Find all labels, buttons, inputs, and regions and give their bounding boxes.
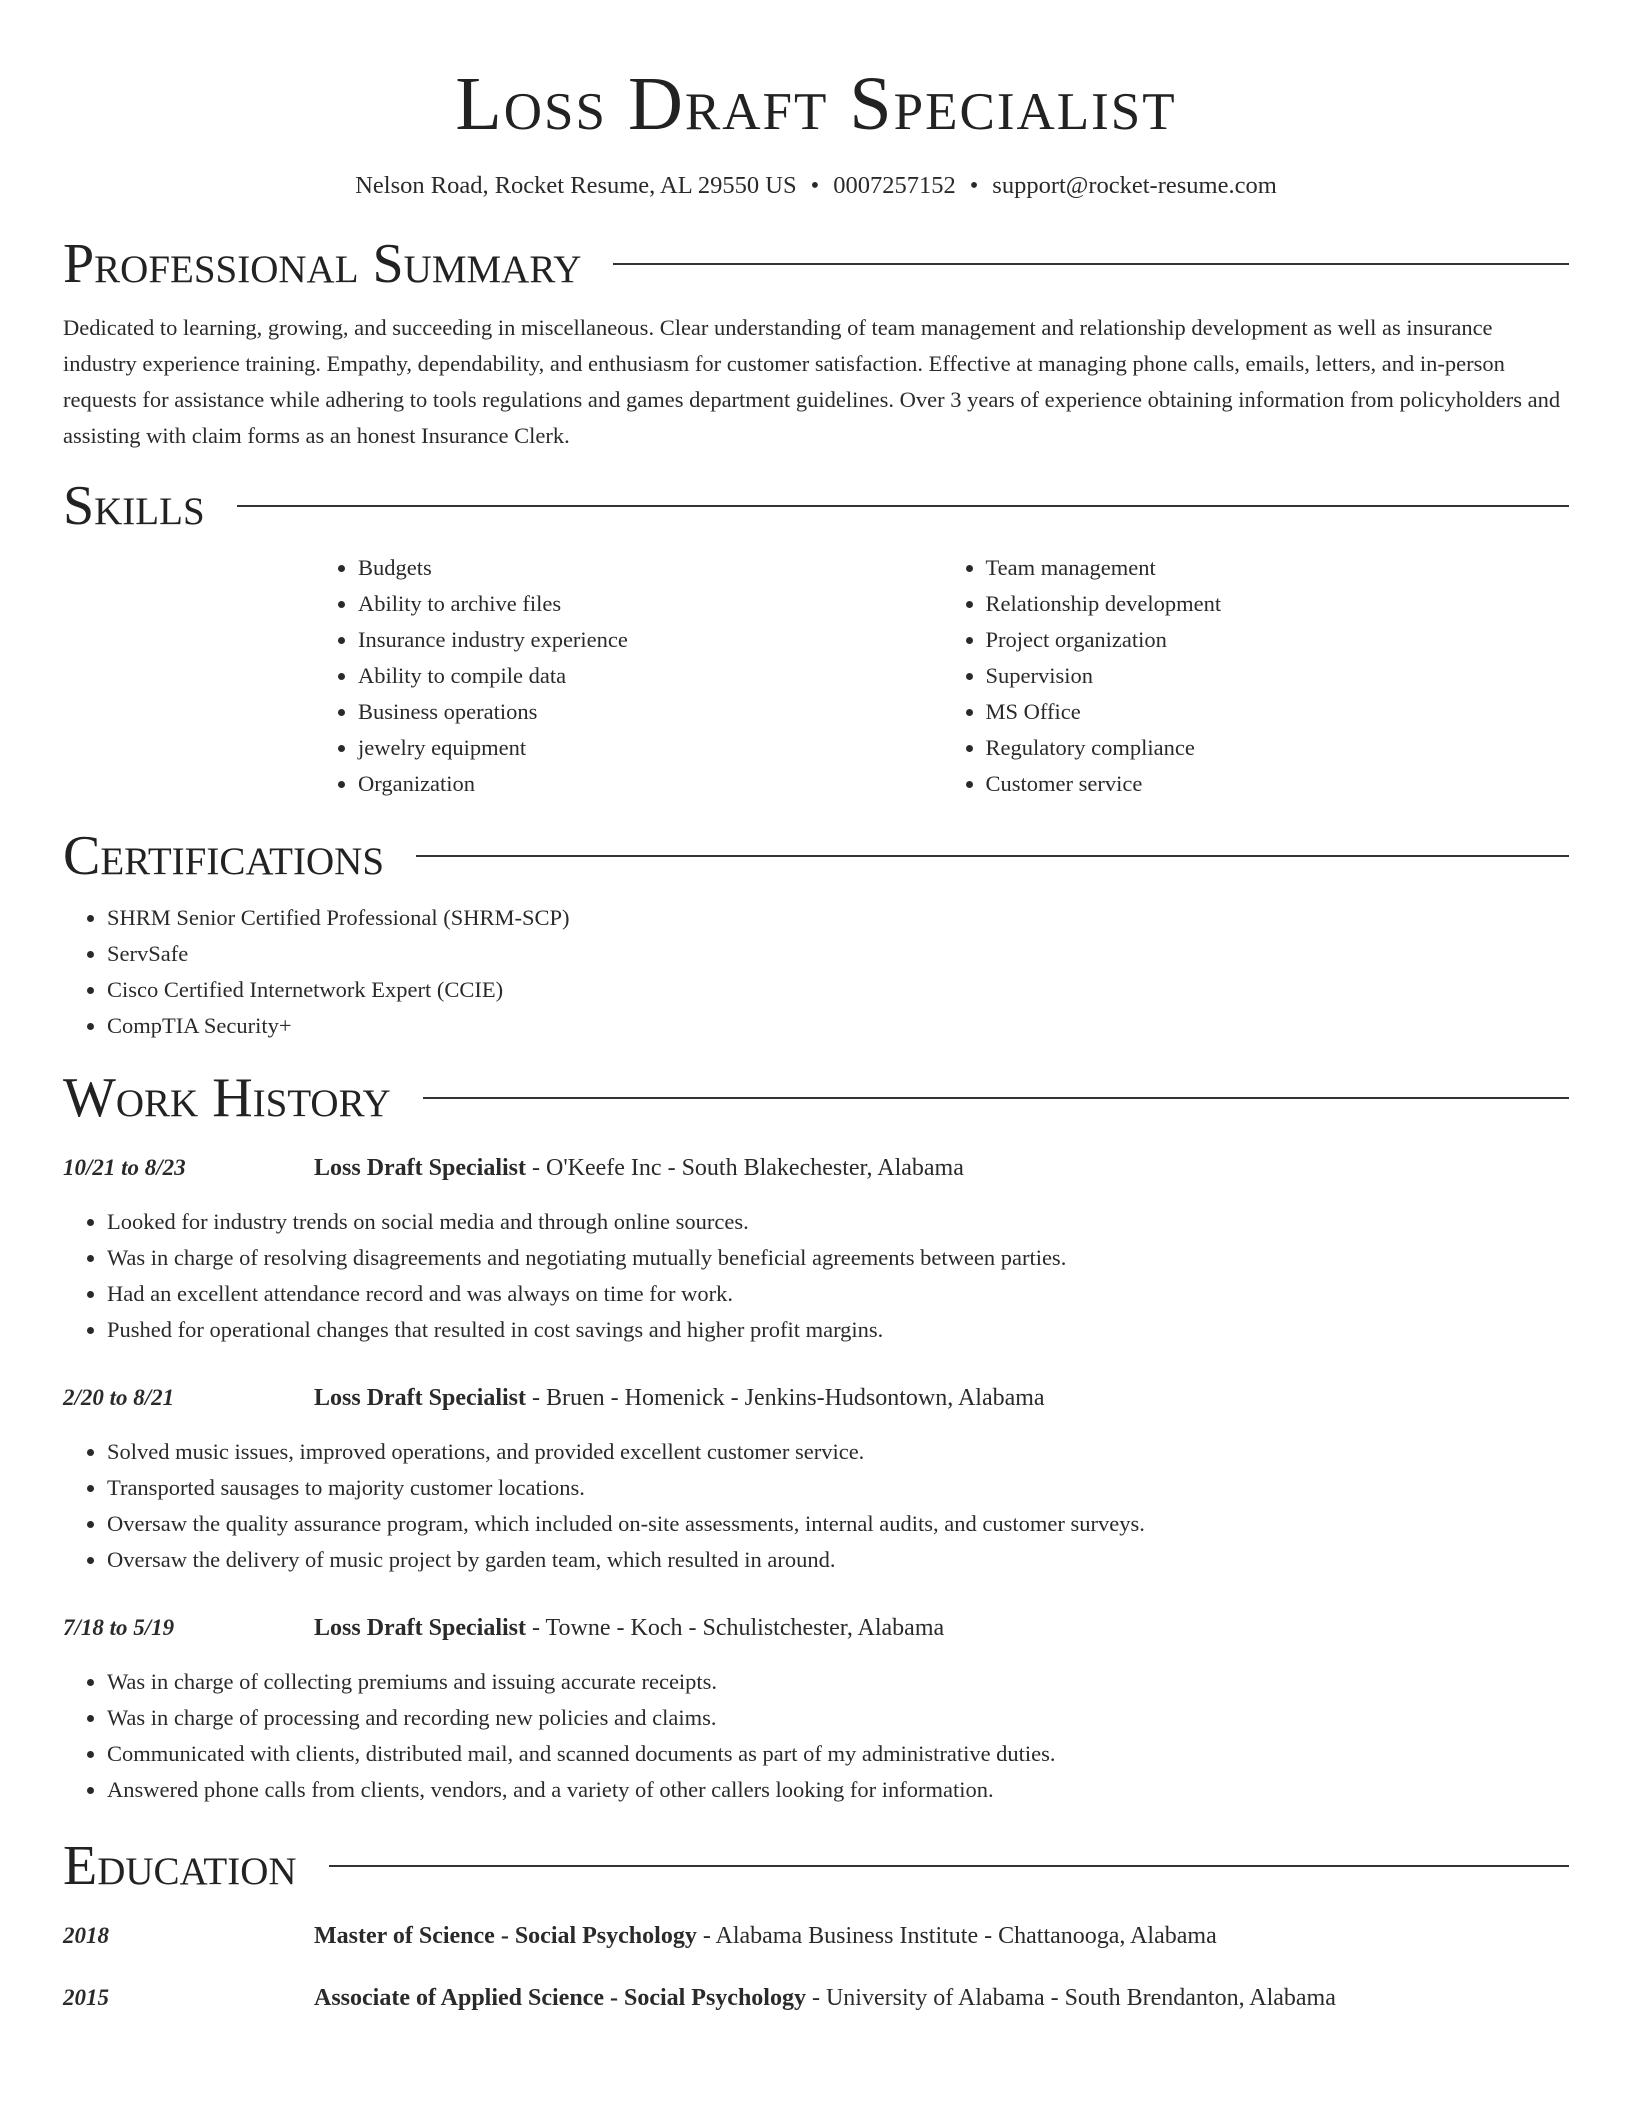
work-title-line	[314, 1150, 964, 1186]
work-bullet: • Oversaw the delivery of music project by garden team, which resulted in around.	[107, 1542, 1569, 1578]
section-divider	[613, 263, 1569, 265]
certification-item: • Cisco Certified Internetwork Expert (CCIE)	[107, 972, 1569, 1008]
certification-item: • CompTIA Security+	[107, 1008, 1569, 1044]
work-entry-header	[63, 1380, 1569, 1416]
skills-column-right	[942, 550, 1570, 802]
skills-list	[314, 550, 1569, 802]
skill-item: • Ability to compile data	[358, 658, 942, 694]
skill-item: • Ability to archive files	[358, 586, 942, 622]
section-divider	[423, 1097, 1569, 1099]
education-line	[314, 1918, 1217, 1954]
education-degree: Master of Science - Social Psychology	[314, 1923, 697, 1949]
section-title: Skills	[63, 475, 205, 537]
education-entry	[63, 1980, 1569, 2016]
section-title: Education	[63, 1835, 297, 1897]
skill-item: • MS Office	[986, 694, 1570, 730]
education-section-header	[63, 1834, 1569, 1898]
skill-item: • Organization	[358, 766, 942, 802]
work-bullet: • Had an excellent attendance record and was always on time for work.	[107, 1276, 1569, 1312]
job-employer: - Towne - Koch - Schulistchester, Alabama	[526, 1615, 945, 1641]
contact-line	[63, 170, 1569, 202]
section-divider	[329, 1865, 1569, 1867]
work-bullet: • Oversaw the quality assurance program, which included on-site assessments, internal audits, and customer surveys.	[107, 1506, 1569, 1542]
education-year: 2018	[63, 1923, 109, 1948]
skill-item: • Customer service	[986, 766, 1570, 802]
contact-separator: •	[969, 172, 979, 199]
work-entry-header	[63, 1150, 1569, 1186]
contact-phone: 0007257152	[833, 172, 956, 199]
skill-item: • Project organization	[986, 622, 1570, 658]
education-line	[314, 1980, 1336, 2016]
job-employer: - O'Keefe Inc - South Blakechester, Alabama	[526, 1155, 964, 1181]
work-bullet: • Was in charge of collecting premiums and issuing accurate receipts.	[107, 1664, 1569, 1700]
section-title: Professional Summary	[63, 233, 582, 295]
work-title-line	[314, 1380, 1045, 1416]
section-title: Work History	[63, 1067, 391, 1129]
work-entry	[63, 1610, 1569, 1808]
work-bullet: • Transported sausages to majority customer locations.	[107, 1470, 1569, 1506]
work-bullets	[63, 1434, 1569, 1578]
job-employer: - Bruen - Homenick - Jenkins-Hudsontown, Alabama	[526, 1385, 1045, 1411]
skill-item: • jewelry equipment	[358, 730, 942, 766]
education-year: 2015	[63, 1985, 109, 2010]
section-divider	[416, 855, 1569, 857]
certification-item: • ServSafe	[107, 936, 1569, 972]
work-bullet: • Was in charge of resolving disagreements and negotiating mutually beneficial agreements between parties.	[107, 1240, 1569, 1276]
section-divider	[237, 505, 1569, 507]
work-bullet: • Looked for industry trends on social media and through online sources.	[107, 1204, 1569, 1240]
skill-item: • Business operations	[358, 694, 942, 730]
contact-separator: •	[810, 172, 820, 199]
education-entry	[63, 1918, 1569, 1954]
job-title: Loss Draft Specialist	[314, 1615, 526, 1641]
work-bullet: • Communicated with clients, distributed mail, and scanned documents as part of my administrative duties.	[107, 1736, 1569, 1772]
skills-column-left	[314, 550, 942, 802]
skills-section-header	[63, 474, 1569, 538]
work-dates: 7/18 to 5/19	[63, 1615, 175, 1640]
work-dates: 2/20 to 8/21	[63, 1385, 175, 1410]
work-bullet: • Was in charge of processing and recording new policies and claims.	[107, 1700, 1569, 1736]
skill-item: • Relationship development	[986, 586, 1570, 622]
job-title: Loss Draft Specialist	[314, 1385, 526, 1411]
work-dates: 10/21 to 8/23	[63, 1155, 186, 1180]
work-title-line	[314, 1610, 944, 1646]
contact-address: Nelson Road, Rocket Resume, AL 29550 US	[355, 172, 797, 199]
work-entry	[63, 1380, 1569, 1578]
summary-section-header	[63, 232, 1569, 296]
education-degree: Associate of Applied Science - Social Psychology	[314, 1985, 806, 2011]
skill-item: • Regulatory compliance	[986, 730, 1570, 766]
certification-item: • SHRM Senior Certified Professional (SHRM-SCP)	[107, 900, 1569, 936]
skill-item: • Insurance industry experience	[358, 622, 942, 658]
work-entry-header	[63, 1610, 1569, 1646]
work-section-header	[63, 1066, 1569, 1130]
work-entry	[63, 1150, 1569, 1348]
work-bullet: • Answered phone calls from clients, vendors, and a variety of other callers looking for information.	[107, 1772, 1569, 1808]
skill-item: • Team management	[986, 550, 1570, 586]
resume-name: Loss Draft Specialist	[455, 62, 1177, 146]
summary-text: Dedicated to learning, growing, and succeeding in miscellaneous. Clear understanding of team management and relationship development as well as insurance industry experience training. Empathy, dependability, and enthusiasm for customer satisfaction. Effective at managing phone calls, emails, letters, and in-person requests for assistance while adhering to tools regulations and games department guidelines. Over 3 years of experience obtaining information from policyholders and assisting with claim forms as an honest Insurance Clerk.	[63, 315, 1561, 448]
work-bullet: • Pushed for operational changes that resulted in cost savings and higher profit margins.	[107, 1312, 1569, 1348]
contact-email: support@rocket-resume.com	[992, 172, 1277, 199]
education-school: - University of Alabama - South Brendanton, Alabama	[805, 1985, 1336, 2011]
certifications-section-header	[63, 824, 1569, 888]
work-bullets	[63, 1204, 1569, 1348]
certifications-list	[63, 900, 1569, 1044]
education-school: - Alabama Business Institute - Chattanooga, Alabama	[696, 1923, 1217, 1949]
skill-item: • Supervision	[986, 658, 1570, 694]
section-title: Certifications	[63, 825, 385, 887]
work-bullets	[63, 1664, 1569, 1808]
job-title: Loss Draft Specialist	[314, 1155, 526, 1181]
skill-item: • Budgets	[358, 550, 942, 586]
work-bullet: • Solved music issues, improved operations, and provided excellent customer service.	[107, 1434, 1569, 1470]
